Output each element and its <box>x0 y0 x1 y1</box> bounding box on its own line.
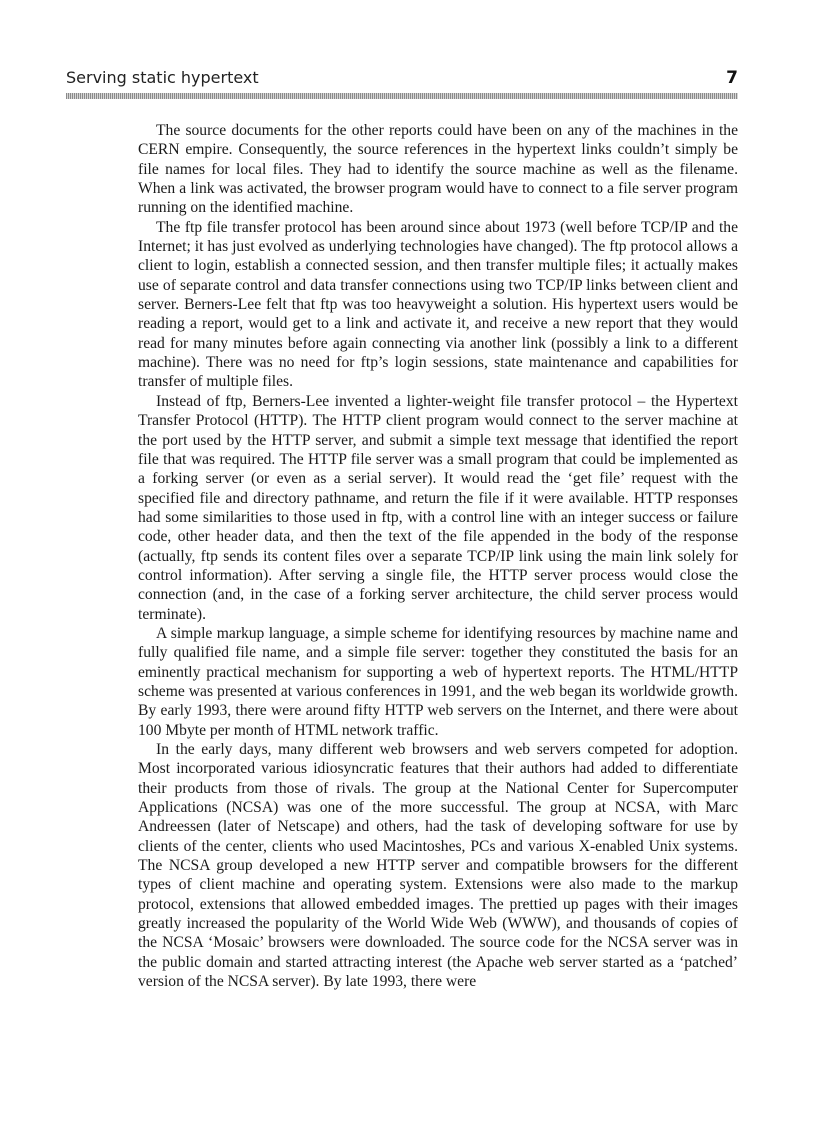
running-header <box>66 68 738 90</box>
paragraph: The ftp file transfer protocol has been around since about 1973 (well before TCP/IP and the Internet; it has just evolved as underlying technologies have changed). The ftp protocol allows a client to login, establish a connected session, and then transfer multiple files; it actually makes use of separate control and data transfer connections using two TCP/IP links between client and server. Berners-Lee felt that ftp was too heavyweight a solution. His hypertext users would be reading a report, would get to a link and activate it, and receive a new report that they would read for many minutes before again connecting via another link (possibly a link to a different machine). There was no need for ftp’s login sessions, state maintenance and capabilities for transfer of multiple files. <box>138 218 738 391</box>
paragraph: A simple markup language, a simple scheme for identifying resources by machine name and fully qualified file name, and a simple file server: together they constituted the basis for an eminently practical mechanism for supporting a web of hypertext reports. The HTML/HTTP scheme was presented at various conferences in 1991, and the web began its worldwide growth. By early 1993, there were around fifty HTTP web servers on the Internet, and there were about 100 Mbyte per month of HTML network traffic. <box>138 624 738 739</box>
paragraph: The source documents for the other reports could have been on any of the machines in the CERN empire. Consequently, the source references in the hypertext links couldn’t simply be file names for local files. They had to identify the source machine as well as the filename. When a link was activated, the browser program would have to connect to a file server program running on the identified machine. <box>138 122 738 217</box>
page-number: 7 <box>726 68 738 88</box>
body-text <box>138 121 738 991</box>
paragraph: In the early days, many different web browsers and web servers competed for adoption. Most incorporated various idiosyncratic features that their authors had added to differentiate their products from those of rivals. The group at the National Center for Supercomputer Applications (NCSA) was one of the more successful. The group at NCSA, with Marc Andreessen (later of Netscape) and others, had the task of developing software for use by clients of the center, clients who used Macintoshes, PCs and various X-enabled Unix systems. The NCSA group developed a new HTTP server and compatible browsers for the different types of client machine and operating system. Extensions were also made to the markup protocol, extensions that allowed embedded images. The prettied up pages with their images greatly increased the popularity of the World Wide Web (WWW), and thousands of copies of the NCSA ‘Mosaic’ browsers were downloaded. The source code for the NCSA server was in the public domain and started attracting interest (the Apache web server started as a ‘patched’ version of the NCSA server). By late 1993, there were <box>138 741 738 991</box>
paragraph: Instead of ftp, Berners-Lee invented a lighter-weight file transfer protocol – the Hypertext Transfer Protocol (HTTP). The HTTP client program would connect to the server machine at the port used by the HTTP server, and submit a simple text message that identified the report file that was required. The HTTP file server was a small program that could be implemented as a forking server (or even as a serial server). It would read the ‘get file’ request with the specified file and directory pathname, and return the file if it were available. HTTP responses had some similarities to those used in ftp, with a control line with an integer success or failure code, other header data, and then the text of the file appended in the body of the response (actually, ftp sends its content files over a separate TCP/IP link using the main link solely for control information). After serving a single file, the HTTP server process would close the connection (and, in the case of a forking server architecture, the child server process would terminate). <box>138 392 738 623</box>
header-title: Serving static hypertext <box>66 68 259 87</box>
header-rule <box>66 93 738 99</box>
